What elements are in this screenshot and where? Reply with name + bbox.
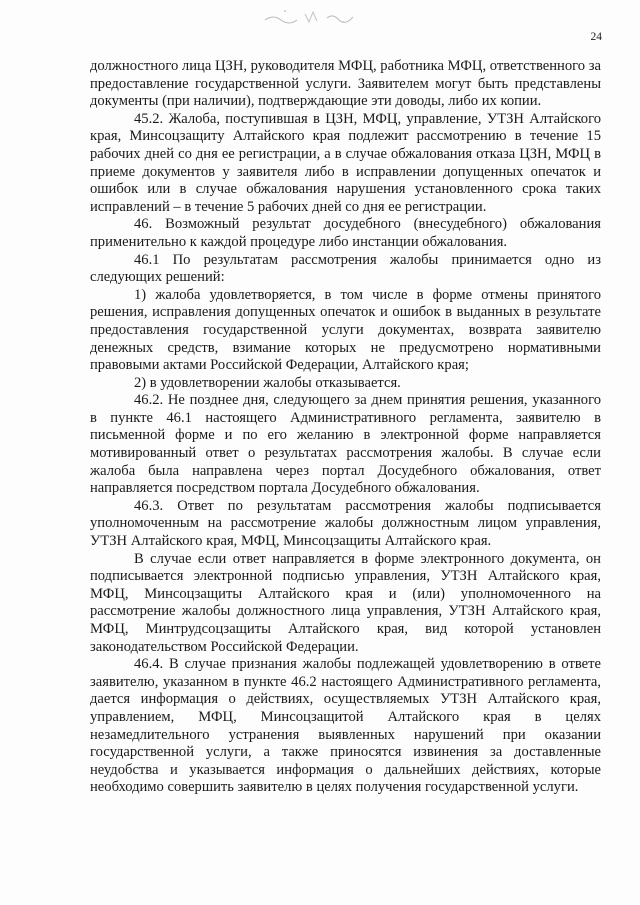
paragraph-46-2: 46.2. Не позднее дня, следующего за днем принятия решения, указанного в пункте 46.1 настоящего Административного регламента, заявителю в письменной форме и по его желанию в электронной форме направляется мотивированный ответ о результатах рассмотрения жалобы. В случае если жалоба была направлена через портал Досудебного обжалования, ответ направляется посредством портала Досудебного обжалования. <box>90 392 601 497</box>
paragraph-46-3: 46.3. Ответ по результатам рассмотрения жалобы подписывается уполномоченным на рассмотрение жалобы должностным лицом управления, УТЗН Алтайского края, МФЦ, Минсоцзащиты Алтайского края. <box>90 497 601 550</box>
paragraph-electronic-signature: В случае если ответ направляется в форме электронного документа, он подписывается электронной подписью управления, УТЗН Алтайского края, МФЦ, Минсоцзащиты Алтайского края и (или) уполномоченного на рассмотрение жалобы должностного лица управления, УТЗН Алтайского края, МФЦ, Минтрудсоцзащиты Алтайского края, вид которой установлен законодательством Российской Федерации. <box>90 550 601 655</box>
paragraph-continuation: должностного лица ЦЗН, руководителя МФЦ, работника МФЦ, ответственного за предоставление государственной услуги. Заявителем могут быть представлены документы (при наличии), подтверждающие эти доводы, либо их копии. <box>90 58 601 110</box>
page-number: 24 <box>590 31 602 43</box>
paragraph-46-4: 46.4. В случае признания жалобы подлежащей удовлетворению в ответе заявителю, указанном в пункте 46.2 настоящего Административного регламента, дается информация о действиях, осуществляемых УТЗН Алтайского края, управлением, МФЦ, Минсоцзащитой Алтайского края в целях незамедлительного устранения выявленных нарушений при оказании государственной услуги, а также приносятся извинения за доставленные неудобства и указывается информация о дальнейших действиях, которые необходимо совершить заявителю в целях получения государственной услуги. <box>90 656 601 796</box>
document-body <box>90 58 601 797</box>
paragraph-46-1: 46.1 По результатам рассмотрения жалобы принимается одно из следующих решений: <box>90 251 601 286</box>
paragraph-45-2: 45.2. Жалоба, поступившая в ЦЗН, МФЦ, управление, УТЗН Алтайского края, Минсоцзащиту Алтайского края подлежит рассмотрению в течение 15 рабочих дней со дня ее регистрации, а в случае обжалования отказа ЦЗН, МФЦ в приеме документов у заявителя либо в исправлении допущенных опечаток и ошибок или в случае обжалования нарушения установленного срока таких исправлений – в течение 5 рабочих дней со дня ее регистрации. <box>90 110 601 215</box>
list-item-2: 2) в удовлетворении жалобы отказывается. <box>134 374 401 391</box>
list-item-1: 1) жалоба удовлетворяется, в том числе в форме отмены принятого решения, исправления допущенных опечаток и ошибок в выданных в результате предоставления государственной услуги документах, возврата заявителю денежных средств, взимание которых не предусмотрено нормативными правовыми актами Российской Федерации, Алтайского края; <box>90 286 601 374</box>
faint-stamp-mark <box>255 6 365 28</box>
paragraph-46: 46. Возможный результат досудебного (внесудебного) обжалования применительно к каждой процедуре либо инстанции обжалования. <box>90 216 601 250</box>
